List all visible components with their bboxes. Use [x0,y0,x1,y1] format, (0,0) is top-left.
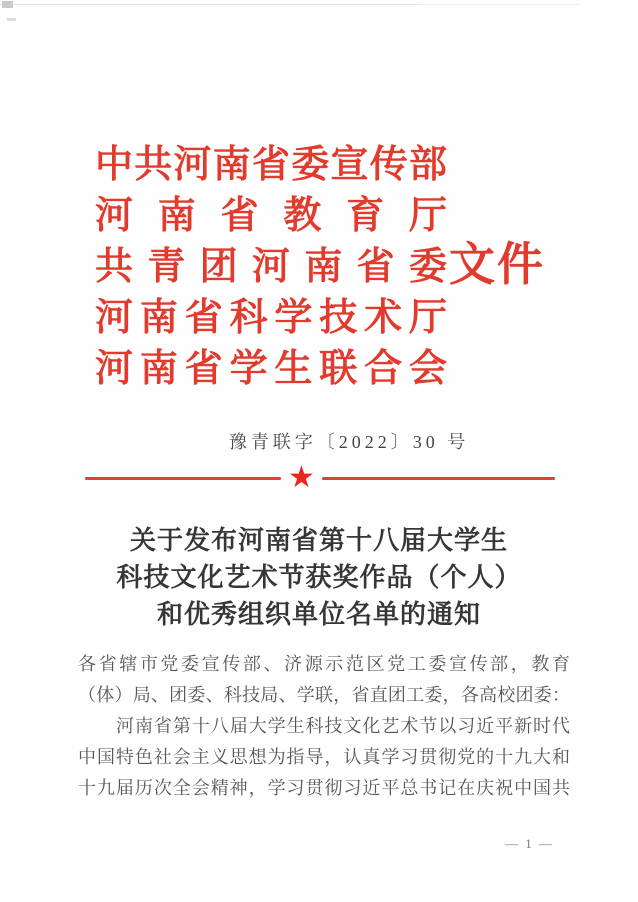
body-line-5: 十九届历次全会精神，学习贯彻习近平总书记在庆祝中国共 [78,778,570,798]
document-reference-number: 豫青联字〔2022〕30 号 [228,432,470,452]
body-line-1: 各省辖市党委宣传部、济源示范区党工委宣传部，教育 [78,654,570,674]
scan-artifact-speck [2,1,13,8]
body-line-3: 河南省第十八届大学生科技文化艺术节以习近平新时代 [116,716,570,736]
agency-line-propaganda-dept: 中共河南省委宣传部 [95,144,447,186]
scan-artifact-line [0,4,420,5]
scan-artifact-speck [7,18,16,21]
page-number: — 1 — [505,836,554,851]
body-line-4: 中国特色社会主义思想为指导，认真学习贯彻党的十九大和 [78,747,570,767]
scan-artifact-line-light [420,4,580,5]
issuing-agencies-block [95,140,447,395]
rule-right-segment [322,477,555,480]
red-divider-rule [85,462,555,494]
star-icon: ★ [288,461,315,494]
title-line-1: 关于发布河南省第十八届大学生 [129,526,508,555]
title-line-2: 科技文化艺术节获奖作品（个人） [116,563,522,592]
body-line-2: （体）局、团委、科技局、学联，省直团工委，各高校团委： [78,685,570,705]
agency-line-communist-youth-league: 共青团河南省委 [95,246,447,288]
agency-line-education-dept: 河南省教育厅 [95,195,447,237]
document-body [78,649,570,804]
document-title [0,522,638,633]
rule-left-segment [85,477,281,480]
document-type-label: 文件 [449,239,545,290]
agency-line-science-tech-dept: 河南省科学技术厅 [95,297,447,339]
title-line-3: 和优秀组织单位名单的通知 [156,600,481,629]
agency-line-student-federation: 河南省学生联合会 [95,348,447,390]
